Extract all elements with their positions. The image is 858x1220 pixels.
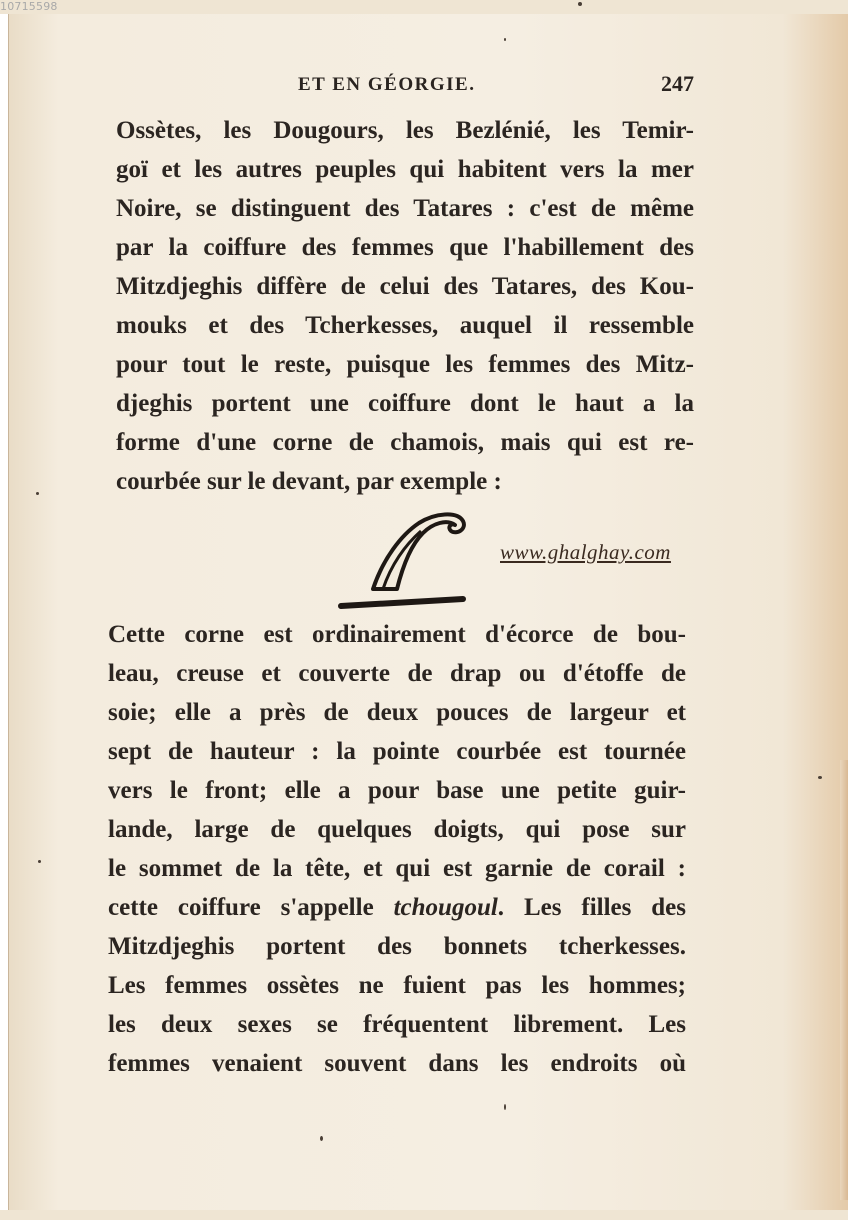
text-line: forme d'une corne de chamois, mais qui est re- xyxy=(116,429,694,456)
text-line: Les femmes ossètes ne fuient pas les hommes; xyxy=(108,972,686,999)
paper-speck xyxy=(38,860,41,863)
text-line: par la coiffure des femmes que l'habillement des xyxy=(116,234,694,261)
text-line: leau, creuse et couverte de drap ou d'étoffe de xyxy=(108,660,686,687)
text-line: femmes venaient souvent dans les endroits où xyxy=(108,1050,686,1077)
paper-speck xyxy=(320,1136,323,1141)
text-line: djeghis portent une coiffure dont le haut a la xyxy=(116,390,694,417)
scan-right-margin xyxy=(848,0,858,1220)
text-segment: . Les filles des xyxy=(497,894,687,921)
text-line: pour tout le reste, puisque les femmes des Mitz- xyxy=(116,351,694,378)
paper-speck xyxy=(504,1104,506,1110)
text-line: Mitzdjeghis diffère de celui des Tatares, des Kou- xyxy=(116,273,694,300)
page-edge-shadow xyxy=(840,760,848,1200)
paper-speck xyxy=(818,776,822,779)
text-line: courbée sur le devant, par exemple : xyxy=(116,468,502,495)
paper-speck xyxy=(578,2,582,6)
scan-id-label: 10715598 xyxy=(0,0,58,13)
text-line: Noire, se distinguent des Tatares : c'est de même xyxy=(116,195,694,222)
italic-term: tchougoul xyxy=(393,894,498,921)
text-line: le sommet de la tête, et qui est garnie de corail : xyxy=(108,855,686,882)
text-segment: cette coiffure s'appelle xyxy=(108,894,394,921)
text-line: Ossètes, les Dougours, les Bezlénié, les Temir- xyxy=(116,117,694,144)
text-line: vers le front; elle a pour base une petite guir- xyxy=(108,777,686,804)
paragraph-2 xyxy=(108,615,686,1083)
paper-speck xyxy=(504,38,506,41)
text-line: Mitzdjeghis portent des bonnets tcherkesses. xyxy=(108,933,686,960)
text-line: les deux sexes se fréquentent librement. Les xyxy=(108,1011,686,1038)
running-head: ET EN GÉORGIE. xyxy=(298,74,476,95)
text-line: sept de hauteur : la pointe courbée est tournée xyxy=(108,738,686,765)
paper-speck xyxy=(36,492,39,495)
page-number: 247 xyxy=(661,71,694,96)
text-line: lande, large de quelques doigts, qui pose sur xyxy=(108,816,686,843)
scan-left-margin xyxy=(0,14,8,1210)
text-line: goï et les autres peuples qui habitent vers la mer xyxy=(116,156,694,183)
text-line: mouks et des Tcherkesses, auquel il ressemble xyxy=(116,312,694,339)
paragraph-1 xyxy=(116,111,694,501)
page-header xyxy=(298,71,694,102)
text-line xyxy=(108,888,686,927)
curved-horn-headdress-icon xyxy=(335,505,475,615)
text-line: Cette corne est ordinairement d'écorce de bou- xyxy=(108,621,686,648)
watermark-link[interactable]: www.ghalghay.com xyxy=(500,540,671,564)
text-line: soie; elle a près de deux pouces de largeur et xyxy=(108,699,686,726)
